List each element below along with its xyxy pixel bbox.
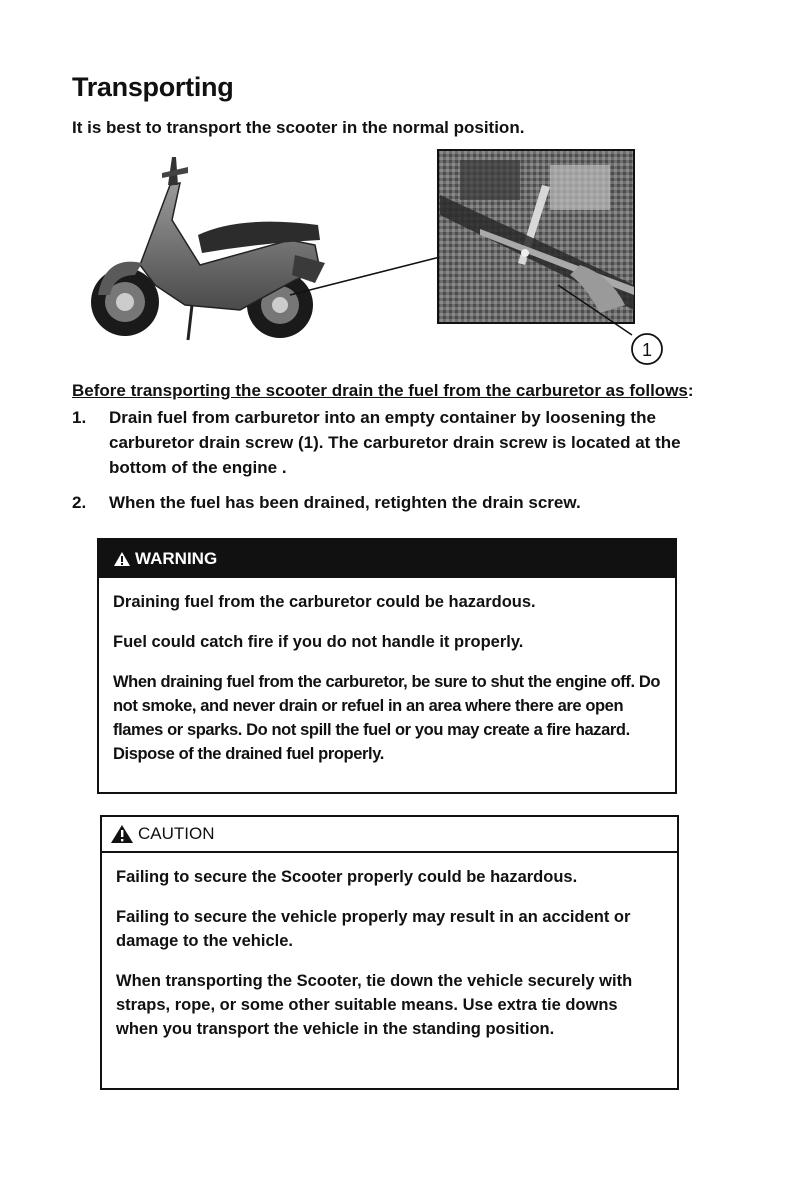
list-item <box>72 405 692 480</box>
carburetor-detail-photo <box>438 150 634 323</box>
warning-box <box>97 538 677 794</box>
step-number: 1. <box>72 408 87 427</box>
drain-lead-text: Before transporting the scooter drain the fuel from the carburetor as follows <box>72 381 688 400</box>
step-text: When the fuel has been drained, retighten the drain screw. <box>109 493 581 512</box>
warning-paragraph: When draining fuel from the carburetor, be sure to shut the engine off. Do not smoke, and never drain or refuel in an area where there are open flames or sparks. Do not spill the fuel or you may create a fire hazard. Dispose of the drained fuel properly. <box>113 673 661 763</box>
scooter-figure <box>80 145 700 375</box>
drain-lead <box>72 381 694 401</box>
warning-label: WARNING <box>135 549 218 568</box>
drain-steps <box>72 405 692 525</box>
drain-lead-colon: : <box>687 381 694 400</box>
intro-text: It is best to transport the scooter in the normal position. <box>72 118 525 137</box>
scooter-photo <box>91 157 325 340</box>
caution-label: CAUTION <box>138 824 215 843</box>
warning-triangle-icon <box>113 551 131 567</box>
caution-paragraph: When transporting the Scooter, tie down the vehicle securely with straps, rope, or some other suitable means. Use extra tie downs when you transport the vehicle in the standing position. <box>116 972 633 1038</box>
warning-body <box>99 578 675 766</box>
callout-number: 1 <box>641 340 653 360</box>
caution-box <box>100 815 679 1090</box>
caution-triangle-icon <box>110 824 134 844</box>
caution-paragraph: Failing to secure the vehicle properly may result in an accident or damage to the vehicle. <box>116 908 631 950</box>
warning-header <box>99 540 675 578</box>
scooter-illustration <box>80 145 700 375</box>
step-text: Drain fuel from carburetor into an empty container by loosening the carburetor drain screw (1). The carburetor drain screw is located at the bottom of the engine . <box>109 408 681 477</box>
step-number: 2. <box>72 493 87 512</box>
warning-paragraph: Fuel could catch fire if you do not handle it properly. <box>113 633 524 651</box>
page-title: Transporting <box>72 72 234 102</box>
warning-paragraph: Draining fuel from the carburetor could be hazardous. <box>113 593 536 611</box>
caution-body <box>102 853 677 1041</box>
list-item <box>72 490 692 515</box>
caution-paragraph: Failing to secure the Scooter properly could be hazardous. <box>116 868 578 886</box>
caution-header <box>102 817 677 853</box>
